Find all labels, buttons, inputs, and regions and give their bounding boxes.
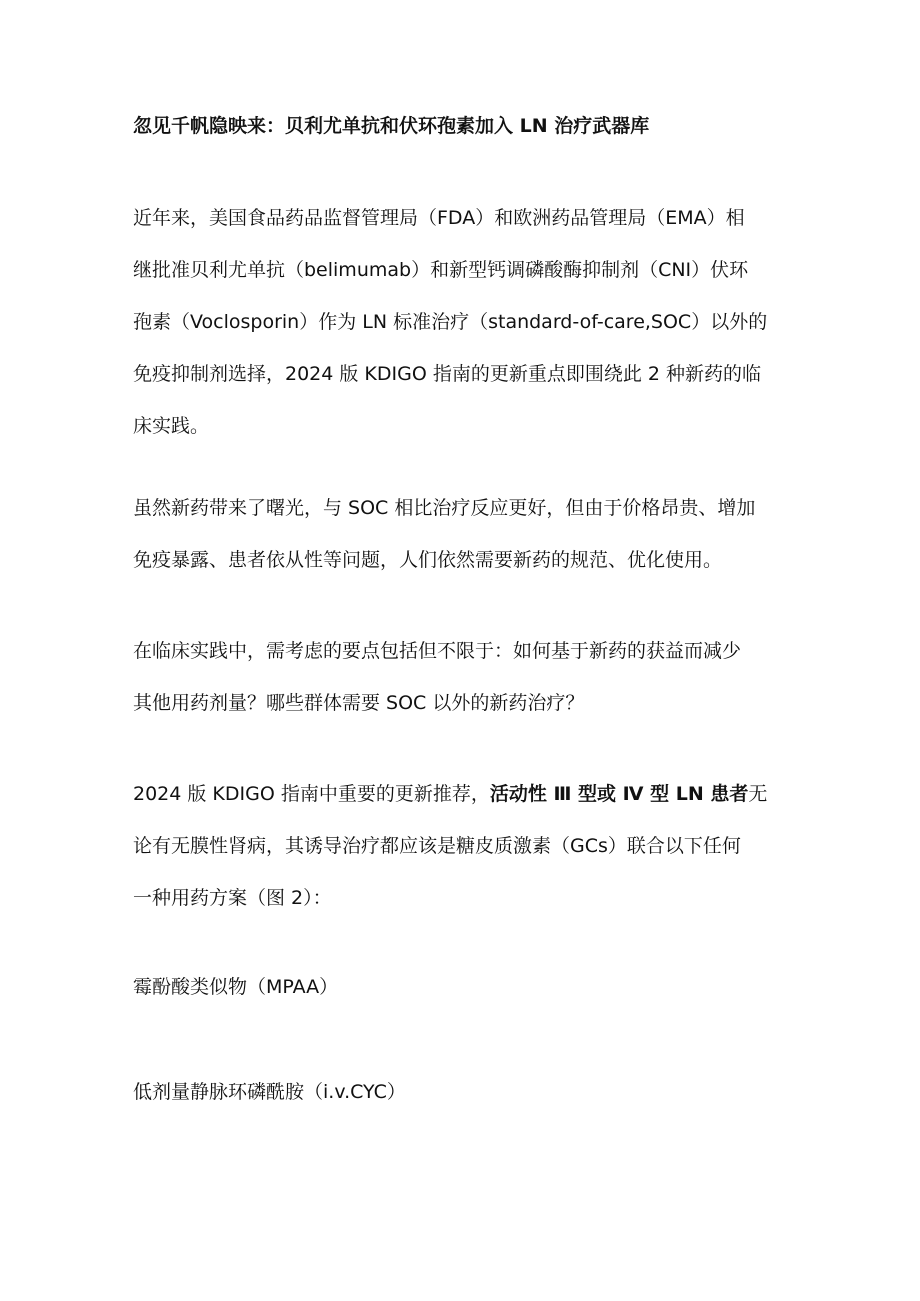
text-line: 床实践。 (133, 415, 210, 437)
article-heading: 忽见千帆隐映来：贝利尤单抗和伏环孢素加入 LN 治疗武器库 (133, 115, 650, 137)
text-line: 近年来，美国食品药品监督管理局（FDA）和欧洲药品管理局（EMA）相 (133, 207, 745, 229)
paragraph-new-drugs-approval (133, 192, 793, 452)
text-line: 免疫抑制剂选择，2024 版 KDIGO 指南的更新重点即围绕此 2 种新药的临 (133, 363, 762, 385)
paragraph-clinical-considerations (133, 625, 793, 729)
recommendation-emphasis: 活动性 Ⅲ 型或 Ⅳ 型 LN 患者 (489, 783, 749, 805)
recommendation-continuation: 无 (748, 783, 768, 805)
paragraph-kdigo-recommendation (133, 768, 793, 924)
regimen-item-cyc (133, 1066, 793, 1118)
text-line: 论有无膜性肾病，其诱导治疗都应该是糖皮质激素（GCs）联合以下任何 (133, 835, 741, 857)
text-line: 一种用药方案（图 2）： (133, 887, 332, 909)
regimen-item-mpaa (133, 961, 793, 1013)
text-line: 低剂量静脉环磷酰胺（i.v.CYC） (133, 1081, 406, 1103)
text-line: 免疫暴露、患者依从性等问题，人们依然需要新药的规范、优化使用。 (133, 549, 723, 571)
text-line: 孢素（Voclosporin）作为 LN 标准治疗（standard-of-care,SOC）以外的 (133, 311, 768, 333)
text-line: 其他用药剂量？哪些群体需要 SOC 以外的新药治疗？ (133, 692, 585, 714)
text-line: 在临床实践中，需考虑的要点包括但不限于：如何基于新药的获益而减少 (133, 640, 742, 662)
text-line: 虽然新药带来了曙光，与 SOC 相比治疗反应更好，但由于价格昂贵、增加 (133, 497, 756, 519)
recommendation-intro: 2024 版 KDIGO 指南中重要的更新推荐， (133, 783, 490, 805)
paragraph-drug-concerns (133, 482, 793, 586)
text-line (133, 768, 793, 820)
text-line: 继批准贝利尤单抗（belimumab）和新型钙调磷酸酶抑制剂（CNI）伏环 (133, 259, 749, 281)
text-line: 霉酚酸类似物（MPAA） (133, 976, 339, 998)
